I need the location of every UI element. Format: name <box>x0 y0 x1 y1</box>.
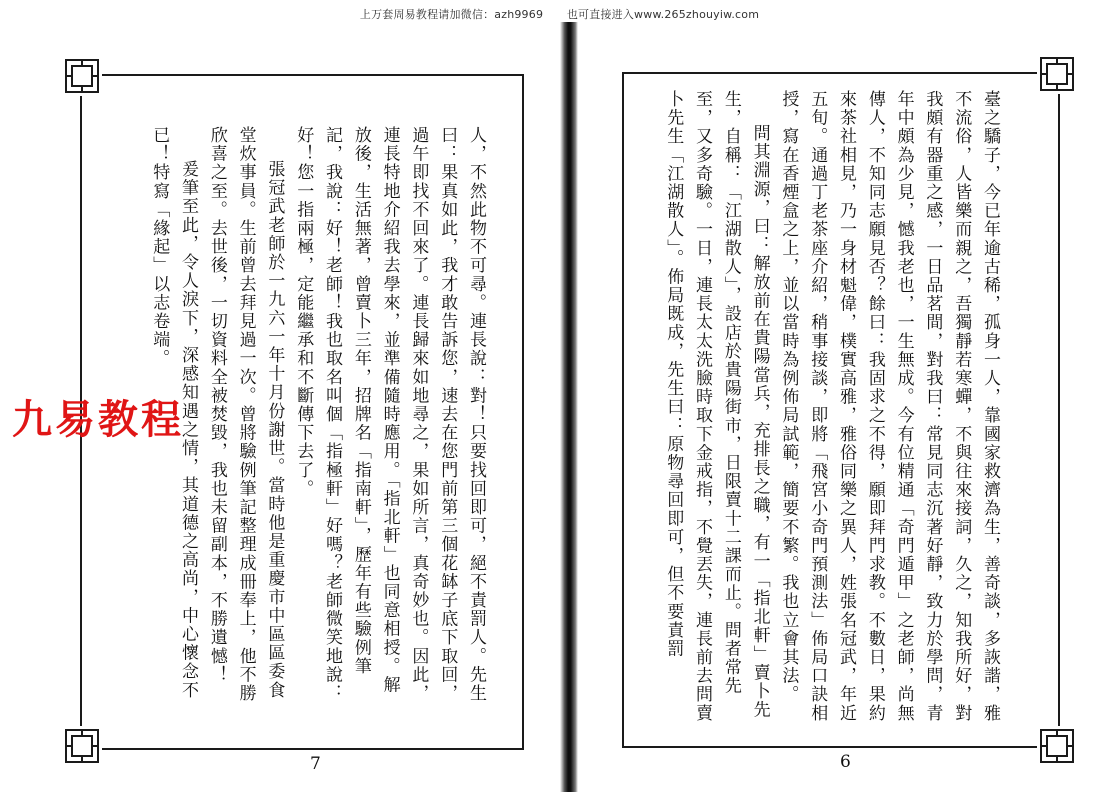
right-paragraph-2: 問其淵源，曰：解放前在貴陽當兵，充排長之職，有一「指北軒」賣卜先生，自稱：「江湖散人」，設店於貴陽街市，日限賣十二課而止。問者常先至，又多奇驗。一日，連長太太洗臉時取下金戒指，不覺丟失，連長前去問賣卜先生「江湖散人」。佈局既成，先生曰：原物尋回即可，但不要責罰 <box>663 90 770 723</box>
left-paragraph-2: 張冠武老師於一九六一年十月份謝世。當時他是重慶市中區區委食堂炊事員。生前曾去拜見過一次。曾將驗例筆記整理成冊奉上，他不勝欣喜之至。去世後，一切資料全被焚毀，我也未留副本，不勝遺憾！ <box>206 126 285 703</box>
bottom-right-ornament-icon <box>1037 726 1077 766</box>
left-page-number: 7 <box>310 754 321 774</box>
book-spine <box>560 22 578 792</box>
left-page-body-text <box>149 126 490 706</box>
right-page-number: 6 <box>840 752 851 772</box>
top-left-ornament-icon <box>62 56 102 96</box>
red-watermark-logo: 九易教程 <box>12 397 184 443</box>
top-right-ornament-icon <box>1037 54 1077 94</box>
bottom-left-ornament-icon <box>62 726 102 766</box>
right-page <box>578 24 1119 792</box>
left-paragraph-3: 爰筆至此，令人淚下，深感知遇之情，其道德之高尚，中心懷念不已！特寫「緣起」以志卷端。 <box>149 126 199 700</box>
header-wechat-text: 上万套周易教程请加微信：azh9969 <box>359 8 544 21</box>
right-paragraph-1: 臺之驕子，今已年逾古稀，孤身一人，靠國家救濟為生，善奇談，多詼諧，雅不流俗，人皆樂而親之，吾獨靜若寒蟬，不與往來接詞，久之，知我所好，對我頗有器重之感，一日品茗間，對我曰：常見同志沉著好靜，致力於學問，青年中頗為少見，憾我老也，一生無成。今有位精通「奇門遁甲」之老師，尚無傳人，不知同志願見否？餘曰：我固求之不得，願即拜門求教。不數日，果約來茶社相見，乃一身材魁偉，樸實高雅，雅俗同樂之異人，姓張名冠武，年近五旬。通過丁老茶座介紹，稍事接談，即將「飛宮小奇門預測法」佈局口訣相授，寫在香煙盒之上，並以當時為例佈局試範，簡要不繁。我也立會其法。 <box>778 90 1000 723</box>
left-page <box>0 24 560 792</box>
header-site-text: 也可直接进入www.265zhouyiw.com <box>566 8 760 21</box>
right-page-body-text <box>663 90 1004 728</box>
source-watermark-header <box>0 6 1119 22</box>
left-paragraph-1: 人，不然此物不可尋。連長說：對！只要找回即可，絕不責罰人。先生曰：果真如此，我才敢告訴您，速去在您門前第三個花缽子底下取回，過午即找不回來了。連長歸來如地尋之，果如所言，真奇妙也。因此，連長特地介紹我去學來，並準備隨時應用。「指北軒」也同意相授。解放後，生活無著，曾賣卜三年，招牌名「指南軒」，歷年有些驗例筆記，我說：好！老師！我也取名叫個「指極軒」好嗎？老師微笑地說：好！您一指兩極，定能繼承和不斷傳下去了。 <box>293 126 486 703</box>
